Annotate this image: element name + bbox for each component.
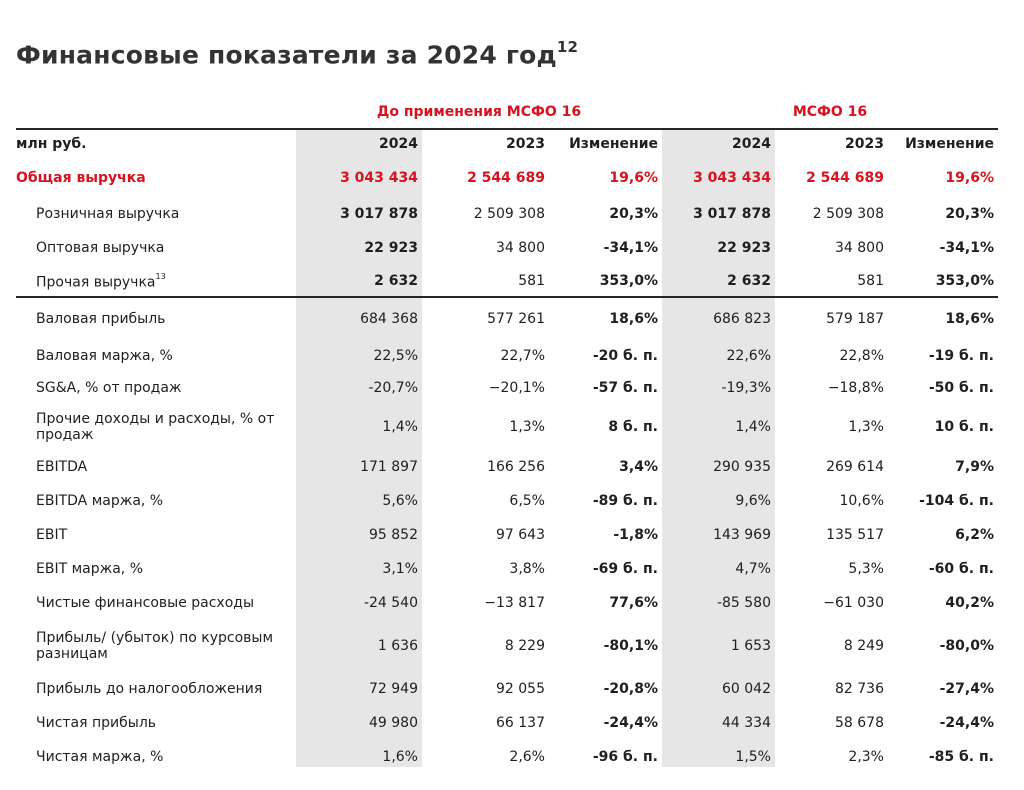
value-cell: -1,8% (613, 527, 658, 543)
value-cell: -20 б. п. (592, 348, 658, 364)
row-label: Прочие доходы и расходы, % от продаж (36, 411, 275, 443)
row-metric (16, 620, 998, 671)
unit-label: млн руб. (16, 136, 87, 152)
value-cell: 1,6% (382, 749, 418, 765)
group-header-before-ifrs16: До применения МСФО 16 (376, 104, 582, 120)
value-cell: 353,0% (599, 272, 658, 289)
value-cell: -69 б. п. (592, 561, 658, 577)
value-cell: 1,4% (735, 419, 771, 435)
value-cell: 10 б. п. (934, 419, 994, 435)
row-label: EBIT (36, 527, 68, 543)
value-cell: -50 б. п. (928, 380, 994, 396)
value-cell: 579 187 (826, 310, 884, 327)
value-cell: 10,6% (839, 493, 884, 509)
value-cell: −13 817 (484, 595, 545, 611)
col-header-2024-ifrs: 2024 (732, 136, 771, 152)
value-cell: 1,4% (382, 419, 418, 435)
value-cell: 6,5% (509, 493, 545, 509)
value-cell: 34 800 (835, 239, 884, 256)
row-metric (16, 450, 998, 484)
col-header-change: Изменение (569, 136, 658, 152)
value-cell: -24,4% (939, 715, 994, 731)
row-label: Валовая прибыль (36, 310, 166, 327)
col-header-2024: 2024 (379, 136, 418, 152)
row-metric (16, 552, 998, 586)
value-cell: 72 949 (369, 680, 418, 697)
value-cell: 1 653 (730, 637, 771, 654)
value-cell: 97 643 (496, 527, 545, 543)
value-cell: -20,8% (603, 680, 658, 697)
row-metric (16, 297, 998, 340)
value-cell: 581 (857, 272, 884, 289)
value-cell: 49 980 (369, 715, 418, 731)
value-cell: 2 632 (374, 272, 418, 289)
value-cell: 7,9% (955, 459, 994, 475)
value-cell: 166 256 (487, 459, 545, 475)
footnote-marker: 13 (155, 271, 166, 281)
financials-table (16, 129, 998, 774)
value-cell: -57 б. п. (592, 380, 658, 396)
row-label: EBITDA (36, 459, 88, 475)
value-cell: 686 823 (713, 310, 771, 327)
col-header-2023: 2023 (506, 136, 545, 152)
value-cell: 2,6% (509, 749, 545, 765)
value-cell: 3 043 434 (340, 169, 418, 186)
value-cell: -34,1% (939, 239, 994, 256)
row-metric (16, 740, 998, 774)
title-footnote: 12 (556, 38, 579, 56)
value-cell: 19,6% (945, 169, 994, 186)
value-cell: 577 261 (487, 310, 545, 327)
value-cell: 143 969 (713, 527, 771, 543)
row-label (16, 264, 296, 297)
value-cell: -27,4% (939, 680, 994, 697)
row-label: Чистая прибыль (36, 715, 157, 731)
value-cell: -89 б. п. (592, 493, 658, 509)
row-total-revenue (16, 159, 998, 196)
value-cell: 40,2% (945, 595, 994, 611)
row-label: SG&A, % от продаж (36, 380, 182, 396)
value-cell: 3,4% (619, 459, 658, 475)
value-cell: 77,6% (609, 595, 658, 611)
value-cell: 66 137 (496, 715, 545, 731)
row-label: Валовая маржа, % (36, 348, 173, 364)
value-cell: -19 б. п. (928, 348, 994, 364)
value-cell: -85 б. п. (928, 749, 994, 765)
value-cell: 135 517 (826, 527, 884, 543)
value-cell: -24,4% (603, 715, 658, 731)
value-cell: -60 б. п. (928, 561, 994, 577)
value-cell: 22,6% (726, 348, 771, 364)
value-cell: 8 249 (843, 637, 884, 654)
value-cell: 60 042 (722, 680, 771, 697)
value-cell: 1,5% (735, 749, 771, 765)
value-cell: 22 923 (364, 239, 418, 256)
row-metric (16, 586, 998, 620)
value-cell: -80,0% (939, 637, 994, 654)
header-row (16, 129, 998, 159)
row-label: Розничная выручка (36, 205, 180, 222)
row-revenue (16, 231, 998, 264)
value-cell: 5,6% (382, 493, 418, 509)
value-cell: -80,1% (603, 637, 658, 654)
value-cell: 290 935 (713, 459, 771, 475)
value-cell: 1,3% (848, 419, 884, 435)
row-label: EBIT маржа, % (36, 561, 144, 577)
row-metric (16, 484, 998, 518)
value-cell: 95 852 (369, 527, 418, 543)
value-cell: 2 544 689 (806, 169, 884, 186)
value-cell: 3,1% (382, 561, 418, 577)
value-cell: 1,3% (509, 419, 545, 435)
value-cell: 18,6% (945, 310, 994, 327)
value-cell: 353,0% (935, 272, 994, 289)
value-cell: 22,7% (500, 348, 545, 364)
value-cell: 22 923 (717, 239, 771, 256)
value-cell: 2,3% (848, 749, 884, 765)
value-cell: −61 030 (823, 595, 884, 611)
value-cell: 1 636 (377, 637, 418, 654)
row-label: Оптовая выручка (36, 239, 165, 256)
row-metric (16, 372, 998, 404)
value-cell: −18,8% (827, 380, 884, 396)
value-cell: 3,8% (509, 561, 545, 577)
value-cell: 8 б. п. (608, 419, 658, 435)
value-cell: 18,6% (609, 310, 658, 327)
value-cell: 34 800 (496, 239, 545, 256)
value-cell: 3 017 878 (340, 205, 418, 222)
value-cell: 5,3% (848, 561, 884, 577)
value-cell: -96 б. п. (592, 749, 658, 765)
value-cell: -85 580 (716, 595, 771, 611)
row-label: Общая выручка (16, 169, 146, 186)
col-header-change-ifrs: Изменение (905, 136, 994, 152)
value-cell: 3 017 878 (693, 205, 771, 222)
value-cell: 581 (518, 272, 545, 289)
value-cell: 269 614 (826, 459, 884, 475)
value-cell: 6,2% (955, 527, 994, 543)
value-cell: 20,3% (945, 205, 994, 222)
value-cell: 9,6% (735, 493, 771, 509)
value-cell: −20,1% (488, 380, 545, 396)
row-label-text: Прочая выручка (36, 274, 156, 291)
row-metric (16, 671, 998, 706)
value-cell: 3 043 434 (693, 169, 771, 186)
value-cell: -104 б. п. (919, 493, 994, 509)
row-label: Прибыль до налогообложения (36, 680, 263, 697)
row-label: Чистые финансовые расходы (36, 595, 254, 611)
row-metric (16, 706, 998, 740)
value-cell: -19,3% (721, 380, 771, 396)
row-metric (16, 404, 998, 450)
value-cell: 684 368 (360, 310, 418, 327)
group-header-ifrs16: МСФО 16 (792, 104, 868, 120)
row-label: Прибыль/ (убыток) по курсовым разницам (36, 629, 274, 662)
value-cell: 44 334 (722, 715, 771, 731)
value-cell: 171 897 (360, 459, 418, 475)
value-cell: 92 055 (496, 680, 545, 697)
value-cell: 19,6% (609, 169, 658, 186)
page-title: Финансовые показатели за 2024 год$^{12}$ (16, 38, 579, 70)
row-label: Чистая маржа, % (36, 749, 164, 765)
value-cell: -20,7% (368, 380, 418, 396)
value-cell: 22,5% (373, 348, 418, 364)
value-cell: 2 509 308 (473, 205, 545, 222)
value-cell: 20,3% (609, 205, 658, 222)
row-revenue (16, 264, 998, 297)
row-label: EBITDA маржа, % (36, 493, 164, 509)
value-cell: 2 544 689 (467, 169, 545, 186)
row-revenue (16, 196, 998, 231)
value-cell: 2 632 (727, 272, 771, 289)
col-header-2023-ifrs: 2023 (845, 136, 884, 152)
value-cell: 4,7% (735, 561, 771, 577)
value-cell: -24 540 (363, 595, 418, 611)
value-cell: 82 736 (835, 680, 884, 697)
value-cell: 22,8% (839, 348, 884, 364)
value-cell: -34,1% (603, 239, 658, 256)
value-cell: 2 509 308 (812, 205, 884, 222)
value-cell: 58 678 (835, 715, 884, 731)
row-metric (16, 340, 998, 372)
value-cell: 8 229 (504, 637, 545, 654)
row-metric (16, 518, 998, 552)
